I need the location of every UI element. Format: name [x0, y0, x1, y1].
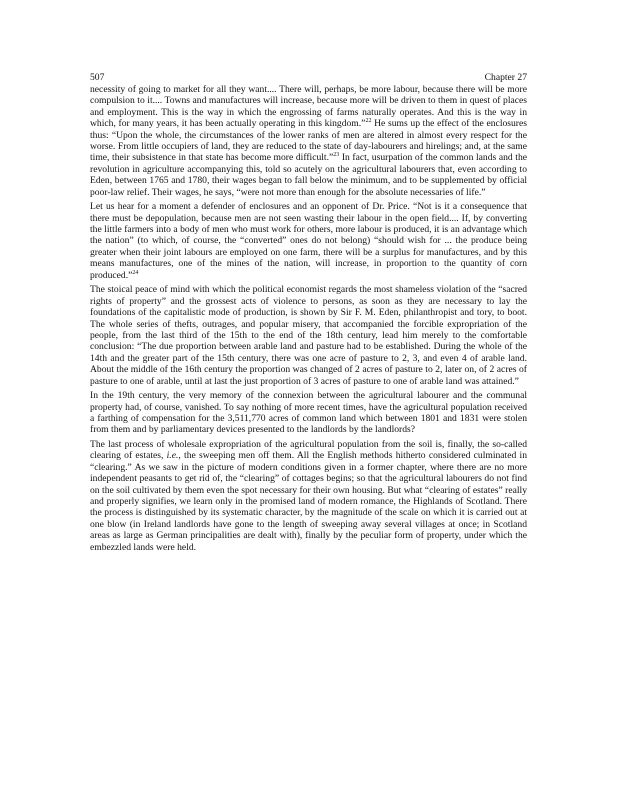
footnote-ref: 24 [132, 269, 139, 276]
paragraph [90, 201, 527, 281]
italic-abbreviation: i.e. [166, 450, 179, 462]
text-segment: In fact, usurpation of the common lands and the revolution in agriculture accompanying this, told so acutely on the agricultural labourers that, even according to Eden, between 1765 and 1780, their wages began to fall below the minimum, and to be supplemented by official poor-law relief. Their wages, he says, “were not more than enough for the absolute necessaries of life.” [90, 152, 527, 198]
paragraph [90, 84, 527, 198]
footnote-ref: 23 [333, 152, 340, 159]
page-body [90, 84, 527, 556]
text-segment: In the 19th century, the very memory of the connexion between the agricultural labourer and the communal property had, of course, vanished. To say nothing of more recent times, have the agricultural population received a farthing of compensation for the 3,511,770 acres of common land which between 1801 and 1831 were stolen from them and by parliamentary devices presented to the landlords by the landlords? [90, 390, 527, 436]
text-segment: The stoical peace of mind with which the political economist regards the most shameless violation of the “sacred rights of property” and the grossest acts of violence to persons, as soon as they are necessary to lay the foundations of the capitalistic mode of production, is shown by Sir F. M. Eden, philanthropist and tory, to boot. The whole series of thefts, outrages, and popular misery, that accompanied the forcible expropriation of the people, from the last third of the 15th to the end of the 18th century, lead him merely to the comfortable conclusion: “The due proportion between arable land and pasture had to be established. During the whole of the 14th and the greater part of the 15th century, there was one acre of pasture to 2, 3, and even 4 of arable land. About the middle of the 16th century the proportion was changed of 2 acres of pasture to 2, later on, of 2 acres of pasture to one of arable, until at last the just proportion of 3 acres of pasture to one of arable land was attained.” [90, 284, 527, 387]
paragraph [90, 439, 527, 553]
text-segment: Let us hear for a moment a defender of enclosures and an opponent of Dr. Price. “Not is it a consequence that there must be depopulation, because men are not seen wasting their labour in the open field.... If, by converting the little farmers into a body of men who must work for others, more labour is produced, it is an advantage which the nation” (to which, of course, the “converted” ones do not belong) “should wish for ... the produce being greater when their joint labours are employed on one farm, there will be a surplus for manufactures, and by this means manufactures, one of the mines of the nation, will increase, in proportion to the quantity of corn produced.” [90, 201, 527, 281]
text-segment: necessity of going to market for all they want.... There will, perhaps, be more labour, because there will be more compulsion to it.... Towns and manufactures will increase, because more will be driven to them in quest of places and employment. This is the way in which the engrossing of farms naturally operates. And this is the way in which, for many years, it has been actually operating in this kingdom.” [90, 84, 527, 130]
text-segment: , the sweeping men off them. All the English methods hitherto considered culminated in “clearing.” As we saw in the picture of modern conditions given in a former chapter, where there are no more independent peasants to get rid of, the “clearing” of cottages begins; so that the agricultural labourers do not find on the soil cultivated by them even the spot necessary for their own housing. But what “clearing of estates” really and properly signifies, we learn only in the promised land of modern romance, the Highlands of Scotland. There the process is distinguished by its systematic character, by the magnitude of the scale on which it is carried out at one blow (in Ireland landlords have gone to the length of sweeping away several villages at once; in Scotland areas as large as German principalities are dealt with), finally by the peculiar form of property, under which the embezzled lands were held. [90, 450, 527, 553]
chapter-title: Chapter 27 [484, 72, 527, 83]
text-segment: The last process of wholesale expropriation of the agricultural population from the soil is, finally, the so-called clearing of estates, [90, 438, 527, 462]
text-segment: He sums up the effect of the enclosures thus: “Upon the whole, the circumstances of the lower ranks of men are altered in almost every respect for the worse. From little occupiers of land, they are reduced to the state of day-labourers and hirelings; and, at the same time, their subsistence in that state has become more difficult.” [90, 118, 527, 164]
paragraph [90, 390, 527, 436]
paragraph [90, 284, 527, 387]
page-number: 507 [90, 72, 105, 83]
footnote-ref: 22 [365, 118, 372, 125]
